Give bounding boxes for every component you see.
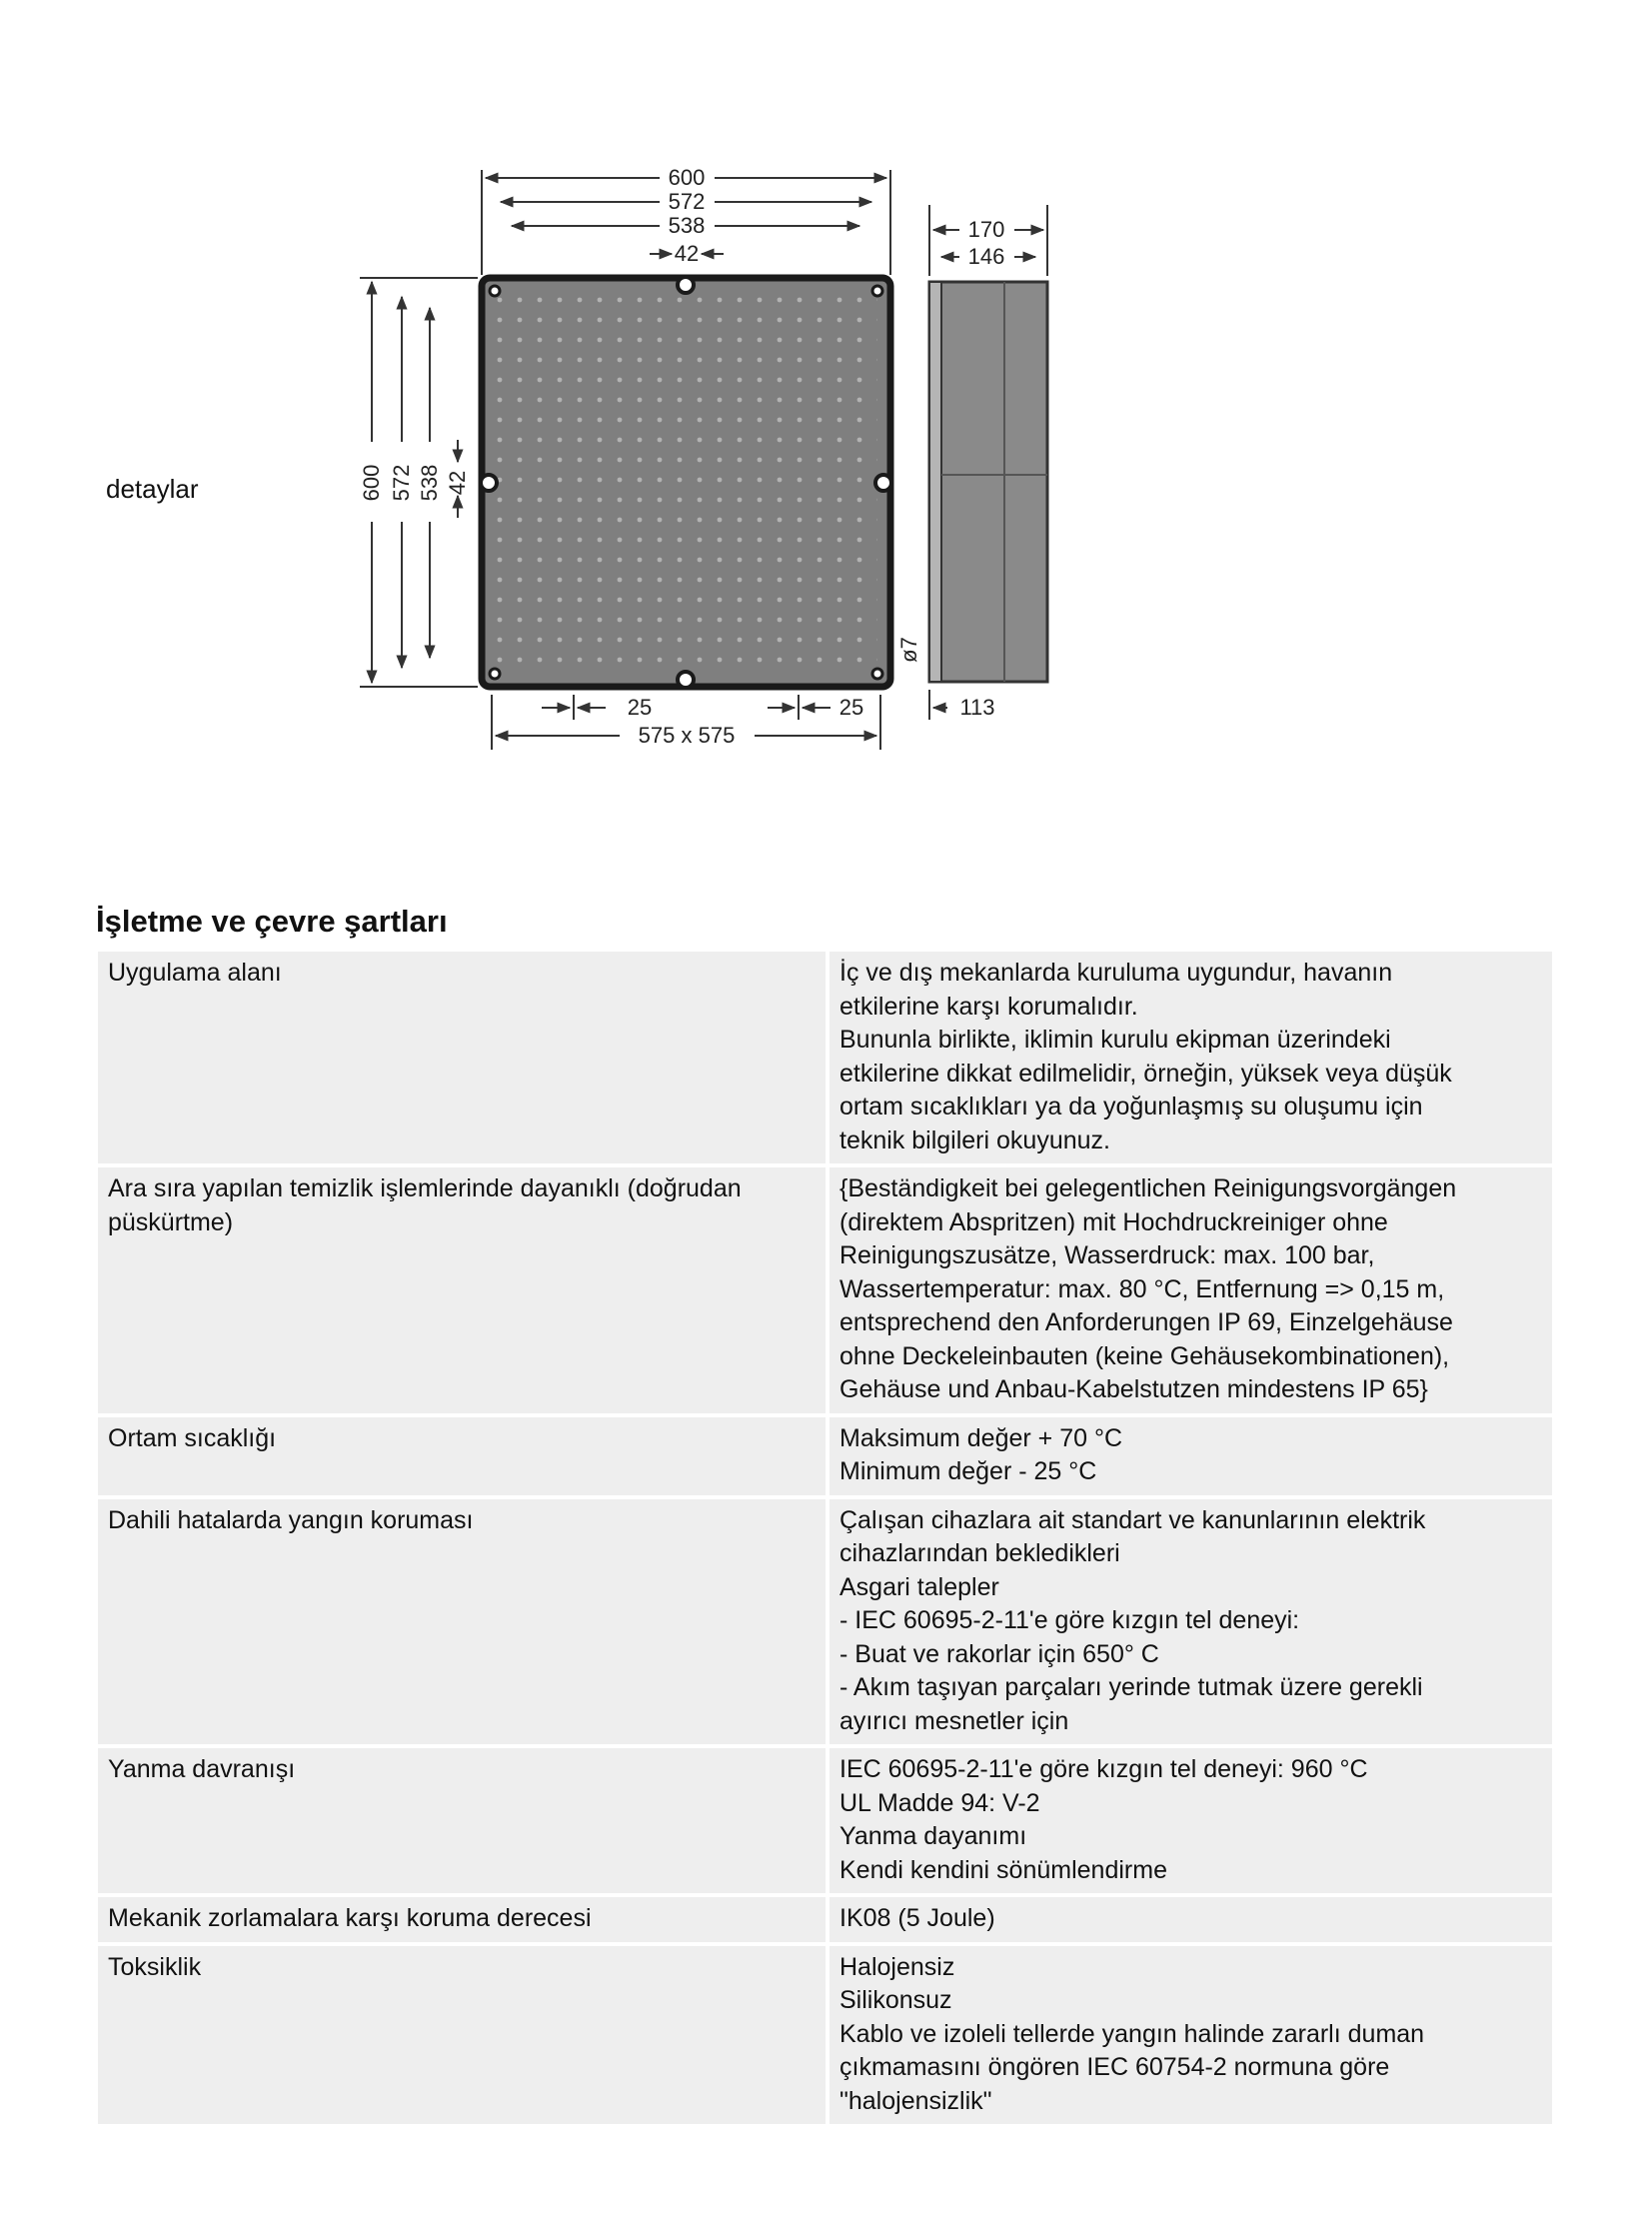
- value-line: ohne Deckeleinbauten (keine Gehäusekombinationen),: [839, 1341, 1450, 1370]
- value-line: Minimum değer - 25 °C: [839, 1457, 1097, 1485]
- value-line: IEC 60695-2-11'e göre kızgın tel deneyi: 960 °C: [839, 1755, 1368, 1783]
- value-line: çıkmamasını öngören IEC 60754-2 normuna göre: [839, 2053, 1390, 2081]
- row-value: [829, 1417, 1552, 1495]
- row-label: Yanma davranışı: [98, 1748, 826, 1893]
- value-line: IK08 (5 Joule): [839, 1904, 995, 1932]
- table-row: [98, 1499, 1552, 1745]
- row-label: Ara sıra yapılan temizlik işlemlerinde dayanıklı (doğrudan püskürtme): [98, 1167, 826, 1413]
- dim-height-42: 42: [445, 470, 470, 496]
- row-label: Dahili hatalarda yangın koruması: [98, 1499, 826, 1745]
- value-line: ayırıcı mesnetler için: [839, 1706, 1069, 1735]
- table-row: [98, 952, 1552, 1163]
- dim-side-170: 170: [967, 217, 1005, 242]
- dim-side-depth: 113: [959, 695, 995, 720]
- value-line: UL Madde 94: V-2: [839, 1788, 1040, 1817]
- dim-width-42: 42: [674, 241, 700, 266]
- value-line: Gehäuse und Anbau-Kabelstutzen mindestens IP 65}: [839, 1375, 1428, 1403]
- value-line: Wassertemperatur: max. 80 °C, Entfernung => 0,15 m,: [839, 1274, 1445, 1303]
- front-view-body: [481, 277, 891, 688]
- width-dimensions: [482, 170, 1047, 276]
- dim-height-538: 538: [417, 464, 442, 502]
- operating-conditions-table: [98, 948, 1552, 2128]
- dim-mounting: 575 x 575: [638, 723, 736, 748]
- side-view: [929, 282, 1047, 682]
- value-line: etkilerine karşı korumalıdır.: [839, 992, 1138, 1021]
- value-line: ortam sıcaklıkları ya da yoğunlaşmış su oluşumu için: [839, 1093, 1423, 1120]
- table-row: [98, 1167, 1552, 1413]
- row-value: [829, 1946, 1552, 2125]
- value-line: - IEC 60695-2-11'e göre kızgın tel deneyi:: [839, 1606, 1300, 1634]
- value-line: Reinigungszusätze, Wasserdruck: max. 100 bar,: [839, 1241, 1375, 1269]
- row-label: Uygulama alanı: [98, 952, 826, 1163]
- dim-width-600: 600: [668, 165, 706, 190]
- table-row: [98, 1897, 1552, 1942]
- row-label: Toksiklik: [98, 1946, 826, 2125]
- details-label: detaylar: [106, 474, 199, 504]
- value-line: İç ve dış mekanlarda kuruluma uygundur, havanın: [839, 959, 1393, 987]
- value-line: Yanma dayanımı: [839, 1822, 1027, 1850]
- table-row: [98, 1946, 1552, 2125]
- dim-height-600: 600: [359, 464, 384, 502]
- value-line: cihazlarından bekledikleri: [839, 1539, 1120, 1567]
- value-line: Silikonsuz: [839, 1986, 952, 2014]
- row-label: Mekanik zorlamalara karşı koruma derecesi: [98, 1897, 826, 1942]
- value-line: - Akım taşıyan parçaları yerinde tutmak üzere gerekli: [839, 1673, 1423, 1701]
- value-line: - Buat ve rakorlar için 650° C: [839, 1639, 1159, 1668]
- value-line: Bununla birlikte, iklimin kurulu ekipman üzerindeki: [839, 1026, 1391, 1054]
- row-label: Ortam sıcaklığı: [98, 1417, 826, 1495]
- dim-width-572: 572: [668, 189, 706, 214]
- value-line: (direktem Abspritzen) mit Hochdruckreiniger ohne: [839, 1207, 1388, 1236]
- row-value: [829, 1897, 1552, 1942]
- dim-width-538: 538: [668, 213, 706, 238]
- value-line: Kablo ve izoleli tellerde yangın halinde zararlı duman: [839, 2019, 1425, 2048]
- value-line: entsprechend den Anforderungen IP 69, Einzelgehäuse: [839, 1308, 1453, 1336]
- dim-offset-right: 25: [838, 695, 864, 720]
- value-line: "halojensizlik": [839, 2086, 992, 2115]
- row-value: [829, 1167, 1552, 1413]
- value-line: Çalışan cihazlara ait standart ve kanunlarının elektrik: [839, 1505, 1426, 1534]
- value-line: Maksimum değer + 70 °C: [839, 1423, 1123, 1452]
- enclosure-dimension-drawing: [350, 150, 1059, 760]
- table-row: [98, 1748, 1552, 1893]
- dim-height-572: 572: [389, 464, 414, 502]
- value-line: Kendi kendini sönümlendirme: [839, 1855, 1167, 1884]
- value-line: {Beständigkeit bei gelegentlichen Reinigungsvorgängen: [839, 1174, 1457, 1202]
- dim-offset-left: 25: [627, 695, 653, 720]
- dim-hole-diameter: ø7: [896, 637, 921, 663]
- value-line: teknik bilgileri okuyunuz.: [839, 1125, 1110, 1154]
- dim-side-146: 146: [967, 244, 1005, 269]
- row-value: [829, 952, 1552, 1163]
- section-title: İşletme ve çevre şartları: [96, 904, 448, 939]
- value-line: Asgari talepler: [839, 1572, 999, 1601]
- row-value: [829, 1748, 1552, 1893]
- value-line: etkilerine dikkat edilmelidir, örneğin, yüksek veya düşük: [839, 1059, 1452, 1088]
- table-row: [98, 1417, 1552, 1495]
- value-line: Halojensiz: [839, 1952, 955, 1981]
- row-value: [829, 1499, 1552, 1745]
